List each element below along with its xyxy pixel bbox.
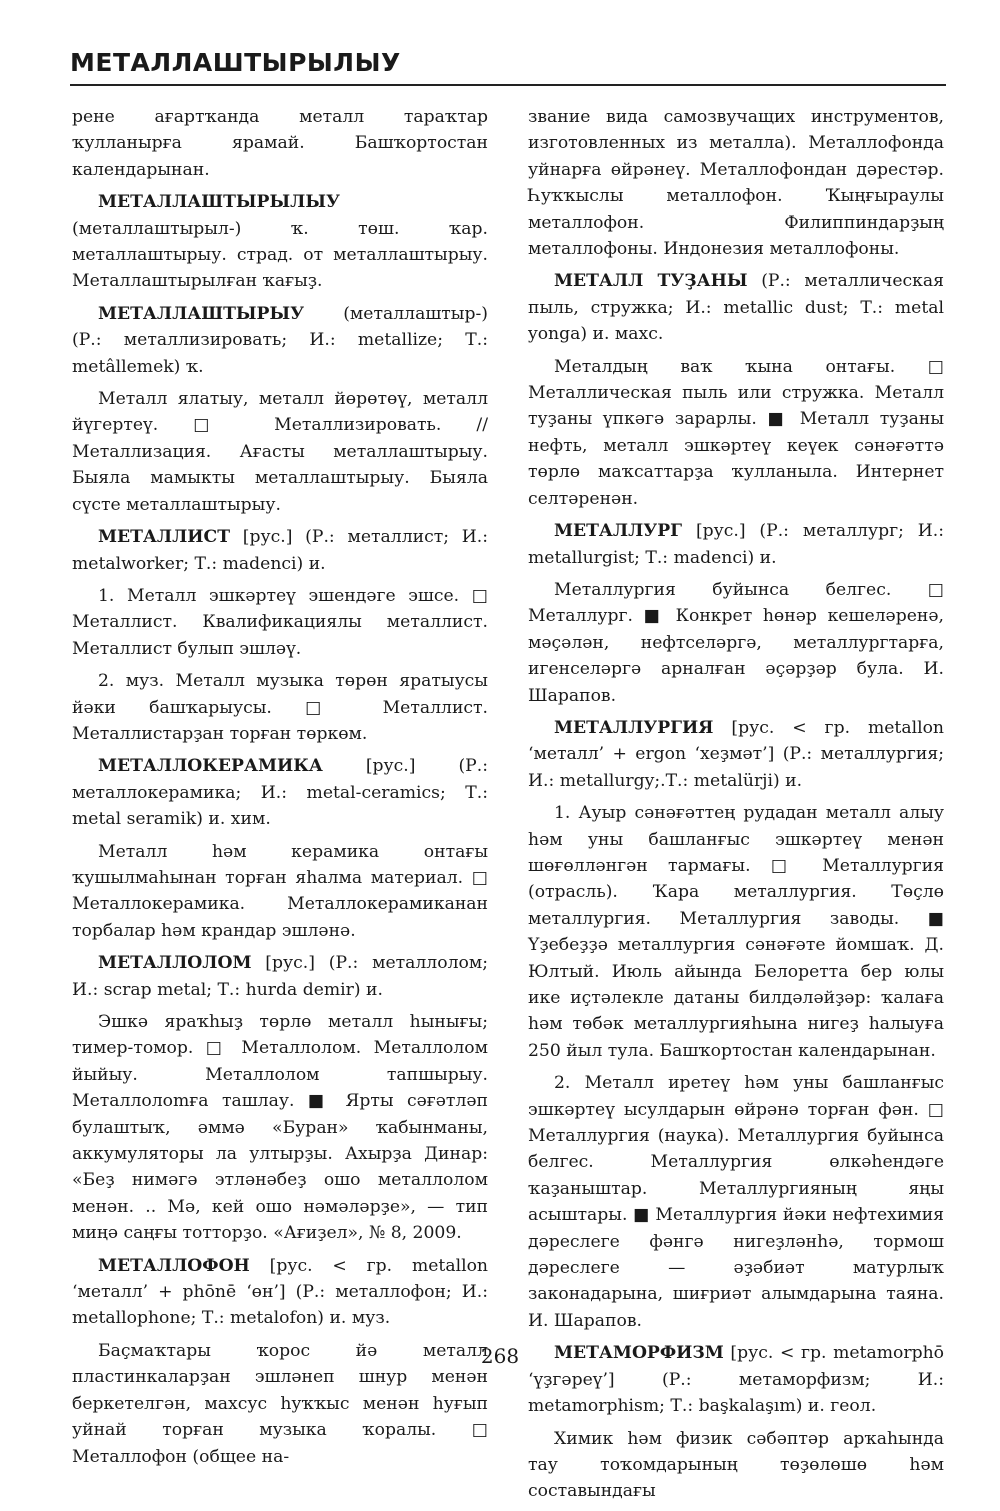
dictionary-entry xyxy=(528,268,944,512)
entry-grammar: [рус. < гр. metallon ‘металл’ + ergon ‘хеҙмәт’] (Р.: металлургия; И.: metallurgy;.Т.: metalürji) и. xyxy=(528,717,944,791)
entry-grammar: [рус.] (Р.: металлокерамика; И.: metal-ceramics; Т.: metal seramik) и. хим. xyxy=(72,756,488,830)
entry-head-line xyxy=(72,753,488,832)
headword: МЕТАЛЛИСТ xyxy=(98,527,231,548)
entry-grammar: (металлаштыр-) (Р.: металлизировать; И.: metallize; Т.: metâllemek) ҡ. xyxy=(72,303,488,377)
running-head: МЕТАЛЛАШТЫРЫЛЫУ xyxy=(70,48,401,77)
entry-grammar: [рус.] (Р.: металлолом; И.: scrap metal; Т.: hurda demir) и. xyxy=(72,953,488,1000)
dictionary-entry xyxy=(528,518,944,709)
entry-definition: Металл ялатыу, металл йөрөтөү, металл йүгертеү. □ Металлизировать. // Металлизация. Ағасты металлаштырыу. Быяла мамыкты металлаштырыу. Быяла сүсте металлаштырыу. xyxy=(72,389,488,515)
headword: МЕТАЛЛОКЕРАМИКА xyxy=(98,756,323,777)
left-column xyxy=(72,104,488,1476)
headword: МЕТАЛЛОЛОМ xyxy=(98,953,252,974)
dictionary-entry xyxy=(72,189,488,295)
headword: МЕТАЛЛАШТЫРЫУ xyxy=(98,303,305,324)
dictionary-entry xyxy=(72,104,488,183)
entry-head-line xyxy=(72,189,488,295)
headword: МЕТАМОРФИЗМ xyxy=(554,1343,724,1364)
page-number: 268 xyxy=(480,1344,520,1368)
entry-head-line xyxy=(528,268,944,347)
entry-definition: Металлургия буйынса белгес. □ Металлург. ■ Конкрет һөнәр кешеләренә, мәҫәлән, нефтселәргә, металлургтарға, игенселәргә арналған әҫәрҙәр була. И. Шарапов. xyxy=(528,579,944,706)
page-header xyxy=(70,40,946,86)
entry-head-line xyxy=(528,518,944,571)
entry-continuation: звание вида самозвучащих инструментов, изготовленных из металла). Металлофонда уйнарға өйрәнеү. Металлофондан дәрестәр. Һуҡҡыслы металлофон. Ҡыңғыраулы металлофон. Филиппиндарҙың металлофоны. Индонезия металлофоны. xyxy=(528,107,944,260)
entry-definition: 1. Ауыр сәнәғәттең рудадан металл алыу һәм уны башланғыс эшкәртеү менән шөғөлләнгән тармағы. □ Металлургия (отрасль). Ҡара металлургия. Төҫлө металлургия. Металлургия заводы. ■ Үҙебеҙҙә металлургия сәнәғәте йомшаҡ. Д. Юлтый. Июль айында Белоретта бер юлы ике иҫтәлекле датаны билдәләйҙәр: ҡалаға һәм төбәк металлургияһына нигеҙ һалыуға 250 йыл тула. Башҡортостан календарынан. xyxy=(528,803,944,1061)
headword: МЕТАЛЛУРГ xyxy=(554,521,683,542)
entry-definition: Химик һәм физик сәбәптәр арҡаһында тау тоҡомдарының төҙөлөшө һәм составындағы xyxy=(528,1428,944,1502)
entry-definition: 2. муз. Металл музыка төрөн яратыусы йәки башҡарыусы. □ Металлист. Металлистарҙан торған төркөм. xyxy=(72,671,488,744)
entry-continuation: рене ағартҡанда металл тараҡтар ҡулланырға ярамай. Башҡортостан календарынан. xyxy=(72,107,488,180)
dictionary-entry xyxy=(72,524,488,747)
entry-definition: 1. Металл эшкәртеү эшендәге эшсе. □ Металлист. Квалификациялы металлист. Металлист булып эшләү. xyxy=(72,585,488,659)
entry-grammar: (металлаштырыл-) ҡ. төш. ҡар. металлаштырыу. страд. от металлаштырыу. Металлаштырылған ҡағыҙ. xyxy=(72,218,488,292)
entry-grammar: [рус. < гр. metallon ‘металл’ + phōnē ‘өн’] (Р.: металлофон; И.: metallophone; Т.: metalofon) и. муз. xyxy=(72,1255,488,1329)
headword: МЕТАЛЛОФОН xyxy=(98,1255,250,1276)
entry-definition: 2. Металл иретеү һәм уны башланғыс эшкәртеү ысулдарын өйрәнә торған фән. □ Металлургия (наука). Металлургия буйынса белгес. Металлургия өлкәһендәге ҡаҙаныштар. Металлургияның яңы асыштары. ■ Металлургия йәки нефтехимия дәреслеге фәнгә нигеҙләнһә, тормош дәреслеге — әҙәбиәт матурлыҡ законадарына, шиғриәт алымдарына таяна. И. Шарапов. xyxy=(528,1073,944,1331)
entry-head-line xyxy=(72,301,488,380)
entry-head-line xyxy=(72,1253,488,1332)
right-column xyxy=(528,104,944,1511)
entry-grammar: [рус. < гр. metamorphō ‘үҙгәреү’] (Р.: метаморфизм; И.: metamorphism; Т.: başkalaşım) и. геол. xyxy=(528,1343,944,1417)
entry-definition: Металдың ваҡ ҡына онтағы. □ Металлическая пыль или стружка. Металл туҙаны үпкәгә зарарлы. ■ Металл туҙаны нефть, металл эшкәртеү кеүек сәнәғәттә төрлө маҡсаттарҙа ҡулланыла. Интернет селтәренән. xyxy=(528,356,944,509)
entry-definition: Металл һәм керамика онтағы ҡушылмаһынан торған яһалма материал. □ Металлокерамика. Металлокерамиканан торбалар һәм крандар эшләнә. xyxy=(72,841,488,941)
dictionary-entry xyxy=(72,301,488,518)
entry-head-line xyxy=(72,950,488,1003)
headword: МЕТАЛЛУРГИЯ xyxy=(554,717,714,738)
entry-grammar: [рус.] (Р.: металлист; И.: metalworker; Т.: madenci) и. xyxy=(72,527,488,574)
entry-grammar: [рус.] (Р.: металлург; И.: metallurgist; Т.: madenci) и. xyxy=(528,521,944,568)
entry-definition: Эшкә яраҡһыҙ төрлө металл һынығы; тимер-томор. □ Металлолом. Металлолом йыйыу. Металлолом тапшырыу. Металлолomға ташлау. ■ Ярты сәғәтләп булаштыҡ, әммә «Буран» ҡабынманы, аккумуляторы ла ултырҙы. Ахырҙа Динар: «Беҙ нимәгә этләнәбеҙ ошо металлолом менән. .. Мә, кей ошо нәмәләрҙе», — тип миңә саңғы тотторҙо. «Ағиҙел», № 8, 2009. xyxy=(72,1012,488,1244)
dictionary-entry xyxy=(528,104,944,262)
entry-head-line xyxy=(528,715,944,794)
entry-grammar: (Р.: металлическая пыль, стружка; И.: metallic dust; Т.: metal yonga) и. махс. xyxy=(528,271,944,345)
dictionary-entry xyxy=(72,950,488,1246)
entry-head-line xyxy=(72,524,488,577)
dictionary-entry xyxy=(72,753,488,944)
dictionary-entry xyxy=(528,715,944,1334)
headword: МЕТАЛЛ ТУҘАНЫ xyxy=(554,271,748,292)
entry-definition: Баҫмаҡтары ҡорос йә металл пластинкаларҙан эшләнеп шнур менән беркетелгән, махсус һуҡҡыс менән һуғып уйнай торған музыка ҡоралы. □ Металлофон (общее на- xyxy=(72,1340,488,1467)
headword: МЕТАЛЛАШТЫРЫЛЫУ xyxy=(98,192,340,213)
